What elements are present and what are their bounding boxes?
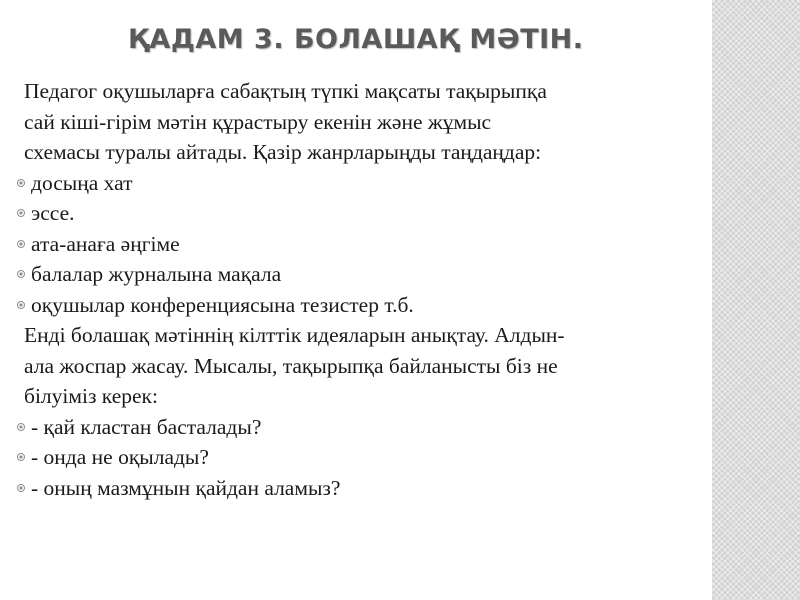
- genre-list-item: [0, 259, 712, 290]
- question-list-item: [0, 412, 712, 443]
- genre-list-item: [0, 168, 712, 199]
- plan-paragraph: [24, 320, 694, 412]
- question-label: - оның мазмұнын қайдан аламыз?: [31, 475, 341, 500]
- question-label: - қай кластан басталады?: [31, 414, 262, 439]
- circle-bullet-icon: [17, 240, 25, 248]
- decorative-side-stripe: [712, 0, 800, 600]
- intro-paragraph: [24, 76, 694, 168]
- circle-bullet-icon: [17, 423, 25, 431]
- genre-list: [0, 168, 712, 321]
- slide-body: [0, 76, 712, 503]
- circle-bullet-icon: [17, 484, 25, 492]
- intro-line: Педагог оқушыларға сабақтың түпкі мақсаты тақырыпқа: [24, 79, 547, 103]
- genre-label: ата-анаға әңгіме: [31, 231, 180, 256]
- genre-list-item: [0, 290, 712, 321]
- genre-label: досыңа хат: [31, 170, 133, 195]
- circle-bullet-icon: [17, 270, 25, 278]
- genre-label: оқушылар конференциясына тезистер т.б.: [31, 292, 414, 317]
- plan-line: ала жоспар жасау. Мысалы, тақырыпқа байланысты біз не: [24, 353, 558, 378]
- question-list-item: [0, 473, 712, 504]
- genre-label: эссе.: [31, 201, 75, 225]
- question-label: - онда не оқылады?: [31, 445, 209, 469]
- question-list-item: [0, 442, 712, 473]
- circle-bullet-icon: [17, 453, 25, 461]
- question-list: [0, 412, 712, 504]
- plan-line: Енді болашақ мәтіннің кілттік идеяларын анықтау. Алдын-: [24, 323, 565, 347]
- plan-line: білуіміз керек:: [24, 384, 158, 408]
- intro-line: сай кіші-гірім мәтін құрастыру екенін және жұмыс: [24, 109, 492, 134]
- intro-line: схемасы туралы айтады. Қазір жанрларыңды таңдаңдар:: [24, 140, 542, 164]
- genre-label: балалар журналына мақала: [31, 262, 282, 286]
- slide-title: ҚАДАМ 3. БОЛАШАҚ МӘТІН.: [128, 24, 584, 55]
- circle-bullet-icon: [17, 301, 25, 309]
- circle-bullet-icon: [17, 209, 25, 217]
- genre-list-item: [0, 198, 712, 229]
- circle-bullet-icon: [17, 179, 25, 187]
- genre-list-item: [0, 229, 712, 260]
